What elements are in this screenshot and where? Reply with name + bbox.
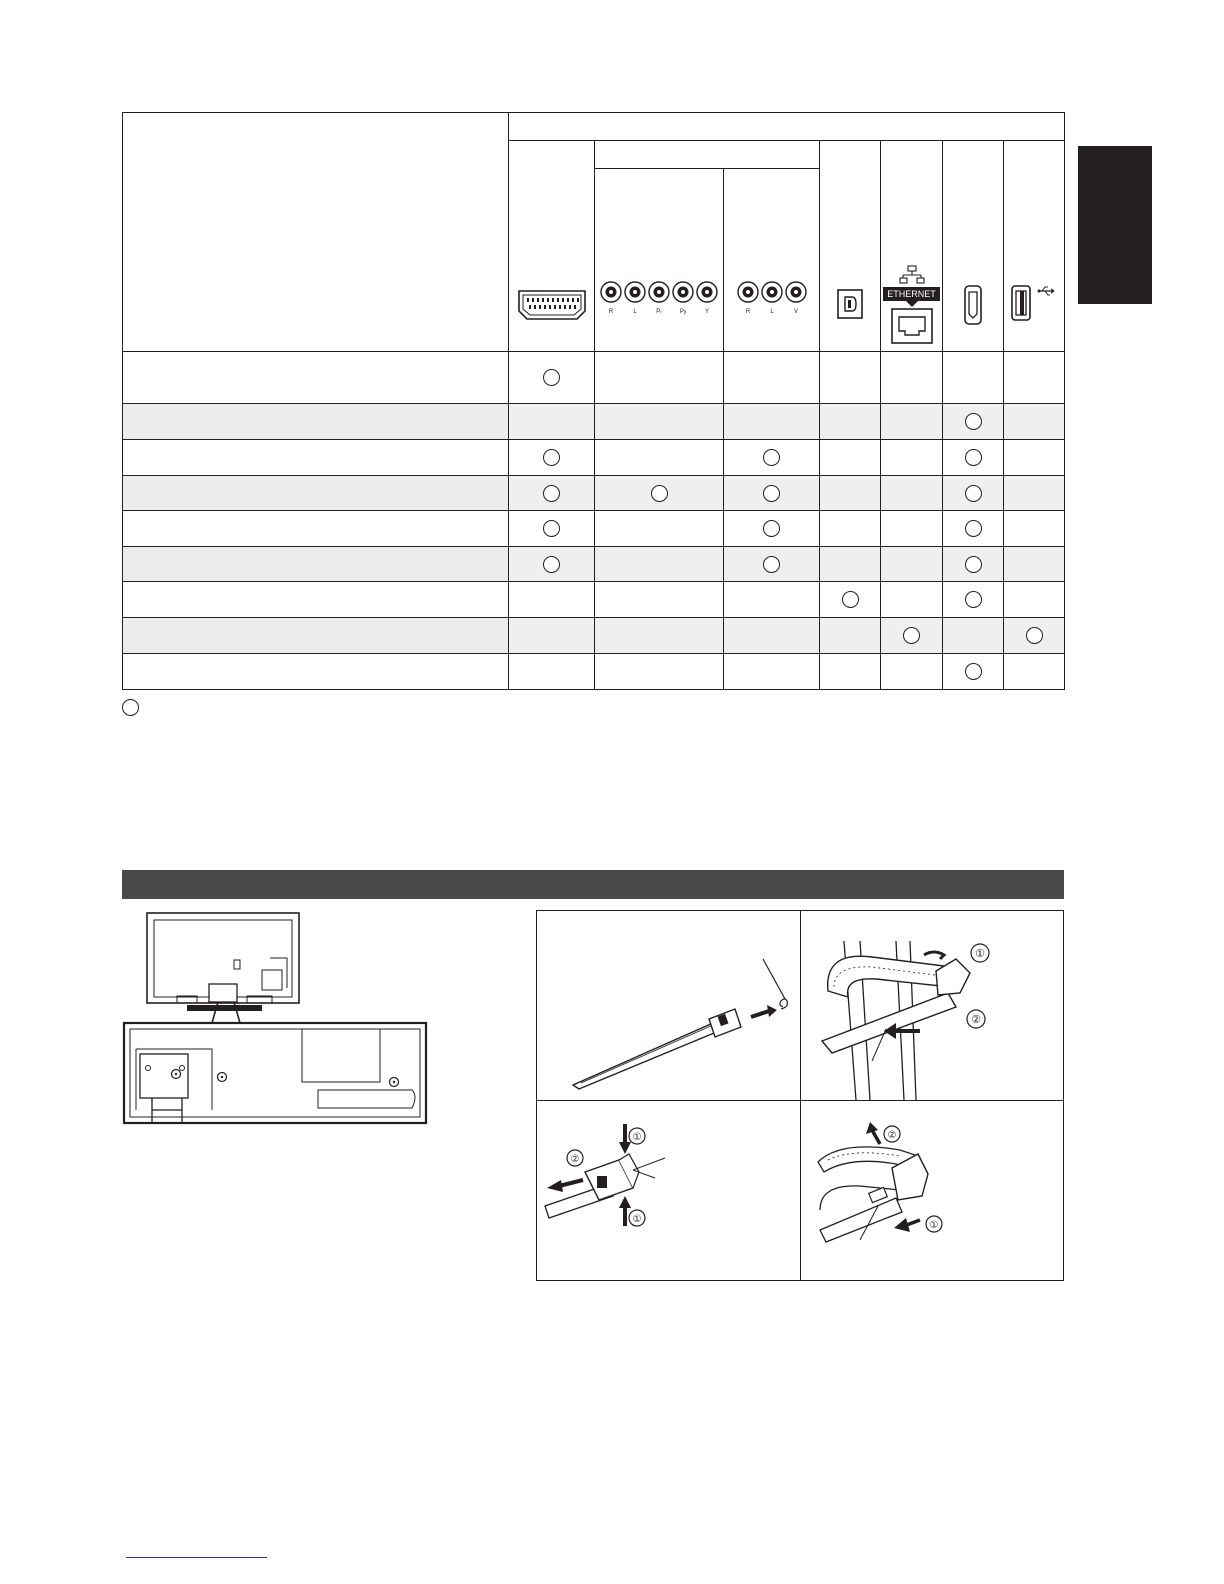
cell-composite xyxy=(724,547,820,582)
cell-composite xyxy=(724,352,820,404)
table-row xyxy=(123,511,1065,547)
component-rca-jacks-icon xyxy=(599,279,719,319)
cell-ethernet xyxy=(881,582,943,618)
cell-ethernet xyxy=(881,352,943,404)
cell-hdmi xyxy=(943,582,1004,618)
cell-component xyxy=(595,511,724,547)
callout-1-bottom: ① xyxy=(632,1214,642,1225)
cell-ethernet xyxy=(881,618,943,654)
composite-rca-jacks-icon xyxy=(736,279,808,319)
compatible-mark-icon xyxy=(543,520,560,537)
footer-rule xyxy=(126,1557,267,1558)
cell-ethernet xyxy=(881,547,943,582)
cell-hdmi xyxy=(943,654,1004,690)
component-in-header xyxy=(595,169,724,352)
cell-usb xyxy=(1004,547,1065,582)
cell-composite xyxy=(724,404,820,440)
section-tab-marker xyxy=(1078,146,1152,304)
table-row xyxy=(123,582,1065,618)
usb-symbol-icon xyxy=(1037,285,1057,297)
cell-usb xyxy=(1004,440,1065,476)
cell-digital_audio xyxy=(820,352,881,404)
cell-scart xyxy=(509,618,595,654)
cell-scart xyxy=(509,582,595,618)
component-label-pr: Pᵣ xyxy=(656,309,662,315)
device-label-cell xyxy=(123,352,509,404)
cell-usb xyxy=(1004,404,1065,440)
terminal-group-header xyxy=(509,113,1065,141)
cell-digital_audio xyxy=(820,440,881,476)
device-label-cell xyxy=(123,547,509,582)
ethernet-label: ETHERNET xyxy=(883,287,940,301)
compatible-mark-icon xyxy=(965,449,982,466)
compatible-mark-icon xyxy=(965,591,982,608)
callout-2: ② xyxy=(570,1154,580,1165)
cell-ethernet xyxy=(881,654,943,690)
cell-composite xyxy=(724,476,820,511)
cell-ethernet xyxy=(881,404,943,440)
cell-ethernet xyxy=(881,440,943,476)
cell-component xyxy=(595,440,724,476)
cell-component xyxy=(595,352,724,404)
cell-component xyxy=(595,476,724,511)
cell-ethernet xyxy=(881,476,943,511)
scart-header xyxy=(509,141,595,352)
composite-label-l: L xyxy=(769,309,774,315)
scart-connector-icon xyxy=(515,287,589,323)
table-corner-cell xyxy=(123,113,509,352)
compatible-mark-icon xyxy=(543,485,560,502)
cell-usb xyxy=(1004,582,1065,618)
callout-1: ① xyxy=(929,1220,939,1231)
device-label-cell xyxy=(123,618,509,654)
usb-port-icon xyxy=(1011,285,1031,321)
cell-component xyxy=(595,618,724,654)
compatible-mark-icon xyxy=(965,413,982,430)
cell-digital_audio xyxy=(820,654,881,690)
table-row xyxy=(123,352,1065,404)
cell-scart xyxy=(509,476,595,511)
usb-header xyxy=(1004,141,1065,352)
ethernet-header xyxy=(881,141,943,352)
device-label-cell xyxy=(123,440,509,476)
cell-digital_audio xyxy=(820,404,881,440)
cell-hdmi xyxy=(943,547,1004,582)
component-label-r: R xyxy=(608,309,614,315)
cell-composite xyxy=(724,654,820,690)
cell-digital_audio xyxy=(820,582,881,618)
av-in-group-header xyxy=(595,141,820,169)
cell-ethernet xyxy=(881,511,943,547)
compatible-mark-icon xyxy=(842,591,859,608)
compatible-mark-icon xyxy=(763,520,780,537)
cell-hdmi xyxy=(943,352,1004,404)
cell-composite xyxy=(724,618,820,654)
cell-component xyxy=(595,582,724,618)
compatible-mark-icon xyxy=(763,556,780,573)
cell-digital_audio xyxy=(820,618,881,654)
cell-composite xyxy=(724,440,820,476)
optical-digital-audio-icon xyxy=(837,289,863,319)
cell-hdmi xyxy=(943,476,1004,511)
cell-scart xyxy=(509,352,595,404)
cable-tie-remove-illustration xyxy=(537,1100,800,1280)
compatible-mark-icon xyxy=(965,520,982,537)
device-label-cell xyxy=(123,404,509,440)
hdmi-header xyxy=(943,141,1004,352)
compatible-mark-icon xyxy=(903,627,920,644)
table-row xyxy=(123,618,1065,654)
cell-scart xyxy=(509,654,595,690)
cell-scart xyxy=(509,511,595,547)
table-row xyxy=(123,404,1065,440)
cell-usb xyxy=(1004,511,1065,547)
compatible-mark-icon xyxy=(965,663,982,680)
callout-1-top: ① xyxy=(632,1132,642,1143)
compatible-mark-icon xyxy=(1026,627,1043,644)
table-row xyxy=(123,547,1065,582)
callout-2: ② xyxy=(887,1130,897,1141)
cell-usb xyxy=(1004,352,1065,404)
hdmi-port-icon xyxy=(963,285,983,325)
component-label-y: Y xyxy=(704,309,710,315)
tv-rear-illustration xyxy=(122,910,428,1126)
cable-tie-release-illustration xyxy=(800,1100,1063,1280)
cell-scart xyxy=(509,547,595,582)
cell-scart xyxy=(509,404,595,440)
cell-component xyxy=(595,404,724,440)
composite-label-r: R xyxy=(745,309,750,315)
legend-recommended-mark xyxy=(122,699,139,716)
cell-usb xyxy=(1004,476,1065,511)
cell-scart xyxy=(509,440,595,476)
table-row xyxy=(123,654,1065,690)
table-row xyxy=(123,440,1065,476)
composite-label-v: V xyxy=(793,309,798,315)
cell-hdmi xyxy=(943,404,1004,440)
cell-hdmi xyxy=(943,618,1004,654)
cell-composite xyxy=(724,582,820,618)
device-label-cell xyxy=(123,511,509,547)
compatible-mark-icon xyxy=(763,449,780,466)
ethernet-port-icon xyxy=(890,301,934,345)
digital-audio-header xyxy=(820,141,881,352)
device-label-cell xyxy=(123,582,509,618)
callout-2: ② xyxy=(971,1014,981,1026)
cable-tie-bundle-illustration xyxy=(800,911,1063,1100)
compatible-mark-icon xyxy=(965,485,982,502)
cell-component xyxy=(595,547,724,582)
cable-tie-attach-illustration xyxy=(537,911,800,1100)
compatible-mark-icon xyxy=(763,485,780,502)
connection-table xyxy=(122,112,1065,690)
compatible-mark-icon xyxy=(543,556,560,573)
callout-1: ① xyxy=(975,948,985,960)
cell-component xyxy=(595,654,724,690)
cell-hdmi xyxy=(943,511,1004,547)
section-heading-bar xyxy=(122,870,1064,899)
device-label-cell xyxy=(123,654,509,690)
table-row xyxy=(123,476,1065,511)
compatible-mark-icon xyxy=(651,485,668,502)
component-label-pb: Pᵦ xyxy=(679,309,687,315)
composite-in-header xyxy=(724,169,820,352)
network-symbol-icon xyxy=(899,265,925,285)
compatible-mark-icon xyxy=(543,449,560,466)
cell-composite xyxy=(724,511,820,547)
cell-digital_audio xyxy=(820,511,881,547)
cell-hdmi xyxy=(943,440,1004,476)
cell-digital_audio xyxy=(820,476,881,511)
cell-usb xyxy=(1004,654,1065,690)
device-label-cell xyxy=(123,476,509,511)
compatible-mark-icon xyxy=(543,369,560,386)
component-label-l: L xyxy=(633,309,637,315)
compatible-mark-icon xyxy=(965,556,982,573)
cell-digital_audio xyxy=(820,547,881,582)
cable-tie-panel-grid xyxy=(536,910,1064,1281)
cell-usb xyxy=(1004,618,1065,654)
